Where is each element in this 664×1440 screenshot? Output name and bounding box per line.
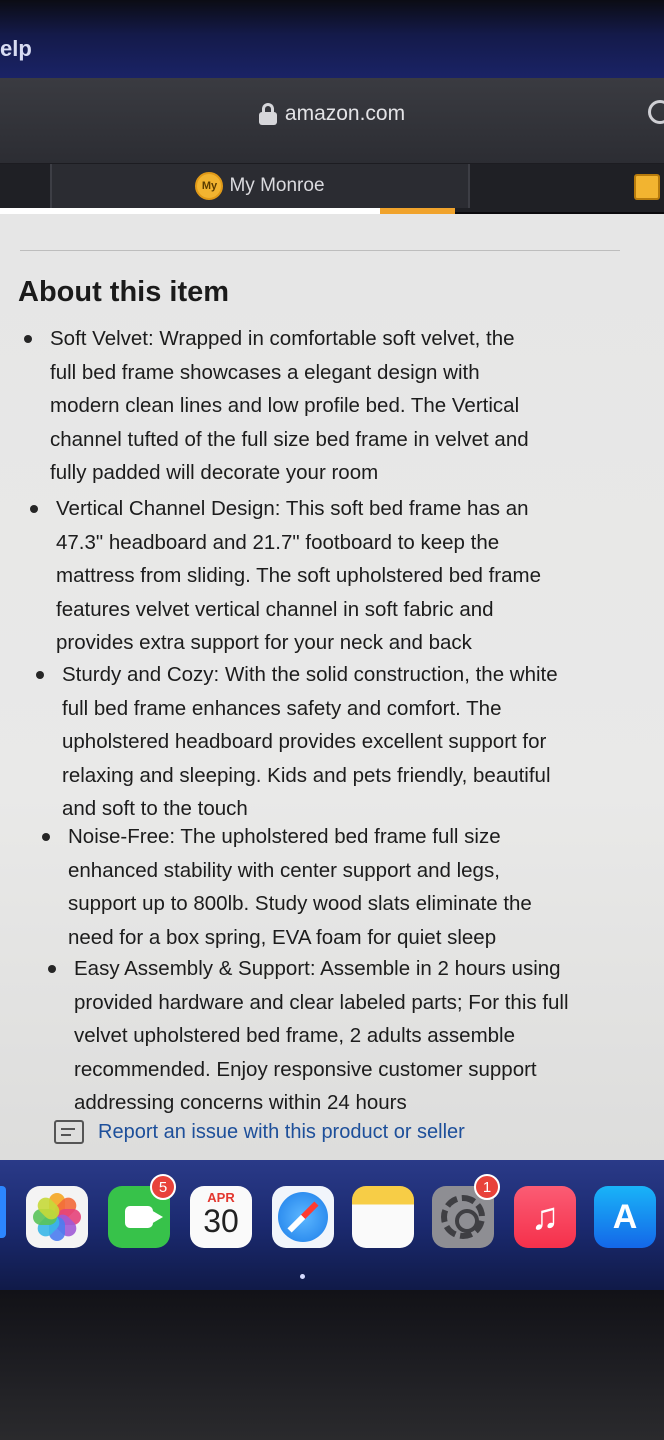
tab-favicon-right[interactable] bbox=[634, 174, 660, 200]
page-content bbox=[0, 214, 664, 1184]
tab-favicon: My bbox=[195, 172, 223, 200]
bullet-line: Soft Velvet: Wrapped in comfortable soft velvet, the bbox=[50, 327, 515, 350]
bullet-noise-free bbox=[68, 820, 532, 954]
menu-help[interactable]: elp bbox=[0, 36, 32, 61]
bullet-line: relaxing and sleeping. Kids and pets friendly, beautiful bbox=[62, 763, 551, 787]
bullet-line: modern clean lines and low profile bed. The Vertical bbox=[50, 394, 520, 417]
bullet-line: addressing concerns within 24 hours bbox=[74, 1091, 407, 1114]
settings-badge: 1 bbox=[474, 1174, 500, 1200]
tab-my-monroe[interactable] bbox=[50, 164, 470, 208]
bullet-line: Sturdy and Cozy: With the solid construction, the white bbox=[62, 663, 558, 686]
lock-icon bbox=[259, 103, 277, 125]
report-issue-link[interactable] bbox=[54, 1120, 465, 1144]
music-note-icon: ♫ bbox=[530, 1195, 560, 1238]
bullet-line: enhanced stability with center support and legs, bbox=[68, 858, 500, 882]
settings-app-icon[interactable] bbox=[432, 1178, 494, 1248]
calendar-day: 30 bbox=[203, 1203, 239, 1239]
bullet-line: channel tufted of the full size bed frame in velvet and bbox=[50, 427, 529, 451]
bullet-line: 47.3" headboard and 21.7" footboard to keep the bbox=[56, 530, 500, 554]
bullet-line: features velvet vertical channel in soft fabric and bbox=[56, 597, 494, 621]
facetime-badge: 5 bbox=[150, 1174, 176, 1200]
running-indicator bbox=[300, 1274, 305, 1279]
bullet-line: need for a box spring, EVA foam for quiet sleep bbox=[68, 925, 497, 949]
music-app-icon[interactable] bbox=[514, 1186, 576, 1248]
bullet-line: Noise-Free: The upholstered bed frame full size bbox=[68, 825, 501, 848]
bullet-line: provided hardware and clear labeled parts; For this full bbox=[74, 990, 569, 1014]
compass-icon bbox=[278, 1192, 328, 1242]
url-text: amazon.com bbox=[284, 102, 406, 125]
app-store-icon[interactable] bbox=[594, 1186, 656, 1248]
menu-bar bbox=[0, 0, 664, 78]
bullet-sturdy-cozy bbox=[62, 658, 558, 826]
notes-app-icon[interactable] bbox=[352, 1186, 414, 1248]
divider bbox=[20, 250, 620, 251]
dock-background bbox=[0, 1160, 664, 1290]
tab-title: My Monroe bbox=[229, 175, 325, 196]
address-bar[interactable] bbox=[0, 88, 664, 140]
bullet-line: Easy Assembly & Support: Assemble in 2 hours using bbox=[74, 957, 561, 980]
bullet-line: and soft to the touch bbox=[62, 797, 248, 820]
bullet-line: support up to 800lb. Study wood slats eliminate the bbox=[68, 892, 532, 915]
bullet-line: fully padded will decorate your room bbox=[50, 461, 379, 484]
bullet-line: mattress from sliding. The soft upholstered bed frame bbox=[56, 564, 542, 587]
video-camera-icon bbox=[125, 1206, 153, 1228]
app-store-glyph: A bbox=[612, 1197, 638, 1236]
safari-app-icon[interactable] bbox=[272, 1186, 334, 1248]
bullet-line: upholstered headboard provides excellent support for bbox=[62, 730, 547, 753]
about-heading: About this item bbox=[18, 276, 230, 308]
gear-icon bbox=[441, 1195, 485, 1239]
browser-toolbar bbox=[0, 78, 664, 164]
bullet-line: full bed frame showcases a elegant design with bbox=[50, 360, 480, 384]
calendar-app-icon[interactable] bbox=[190, 1186, 252, 1248]
facetime-app-icon[interactable] bbox=[108, 1178, 170, 1248]
dock bbox=[0, 1176, 664, 1270]
bullet-line: Vertical Channel Design: This soft bed frame has an bbox=[56, 497, 529, 520]
bullet-line: full bed frame enhances safety and comfort. The bbox=[62, 696, 502, 720]
report-icon bbox=[54, 1120, 84, 1144]
laptop-bezel bbox=[0, 1290, 664, 1440]
bullet-easy-assembly bbox=[74, 952, 569, 1120]
photos-app-icon[interactable] bbox=[26, 1186, 88, 1248]
tab-bar bbox=[0, 164, 664, 212]
bullet-line: provides extra support for your neck and back bbox=[56, 631, 472, 654]
bullet-soft-velvet bbox=[50, 322, 529, 490]
bullet-line: recommended. Enjoy responsive customer support bbox=[74, 1057, 537, 1081]
calendar-month: APR bbox=[207, 1190, 235, 1205]
report-link-text[interactable]: Report an issue with this product or seller bbox=[98, 1120, 465, 1143]
bullet-vertical-channel bbox=[56, 492, 541, 660]
bullet-line: velvet upholstered bed frame, 2 adults assemble bbox=[74, 1024, 516, 1047]
